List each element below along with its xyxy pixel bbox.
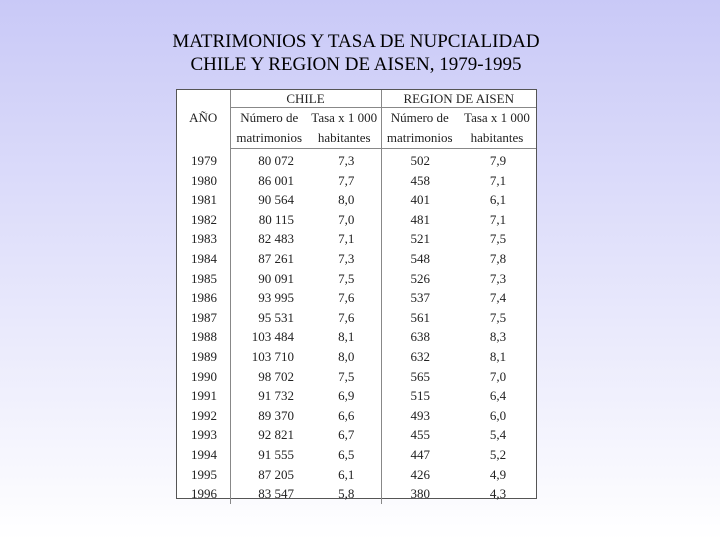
cell-chile-rate: 6,5 — [338, 446, 355, 462]
cell-year: 1981 — [191, 192, 217, 208]
cell-year: 1990 — [191, 368, 217, 384]
cell-chile-rate: 7,6 — [338, 290, 355, 306]
cell-aisen-rate: 6,1 — [489, 192, 507, 208]
header-year: AÑO — [189, 110, 218, 125]
cell-chile-marriages: 82 483 — [230, 229, 308, 249]
cell-chile-marriages: 93 995 — [230, 288, 308, 308]
table-row — [177, 406, 536, 426]
table-row — [177, 149, 536, 171]
cell-aisen-marriages: 632 — [381, 347, 458, 367]
cell-year: 1991 — [191, 388, 217, 404]
cell-chile-rate: 7,5 — [338, 270, 355, 286]
table-row — [177, 484, 536, 504]
cell-aisen-rate: 7,4 — [489, 290, 507, 306]
cell-aisen-marriages: 638 — [381, 327, 458, 347]
cell-aisen-marriages: 526 — [381, 269, 458, 289]
cell-chile-marriages: 91 555 — [230, 445, 308, 465]
cell-chile-marriages: 103 710 — [230, 347, 308, 367]
cell-aisen-rate: 7,5 — [489, 231, 507, 247]
cell-aisen-marriages: 561 — [381, 308, 458, 328]
cell-chile-rate: 6,7 — [338, 427, 355, 443]
cell-year: 1987 — [191, 309, 217, 325]
header-chile-rate-line1: Tasa x 1 000 — [311, 110, 378, 125]
header-chile-num-line2: matrimonios — [230, 128, 308, 149]
cell-aisen-rate: 4,3 — [489, 486, 507, 502]
cell-aisen-rate: 5,4 — [489, 427, 507, 443]
cell-chile-marriages: 98 702 — [230, 367, 308, 387]
cell-aisen-marriages: 426 — [381, 465, 458, 485]
cell-chile-rate: 7,7 — [338, 172, 355, 188]
cell-aisen-marriages: 515 — [381, 386, 458, 406]
cell-year: 1994 — [191, 446, 217, 462]
cell-chile-marriages: 95 531 — [230, 308, 308, 328]
table-row — [177, 249, 536, 269]
cell-chile-rate: 8,1 — [338, 329, 355, 345]
cell-chile-marriages: 87 261 — [230, 249, 308, 269]
cell-year: 1982 — [191, 211, 217, 227]
cell-aisen-rate: 7,0 — [489, 368, 507, 384]
cell-aisen-marriages: 537 — [381, 288, 458, 308]
header-aisen-rate-line2: habitantes — [458, 128, 536, 149]
cell-aisen-marriages: 380 — [381, 484, 458, 504]
cell-chile-marriages: 90 091 — [230, 269, 308, 289]
table-row — [177, 445, 536, 465]
cell-aisen-marriages: 565 — [381, 367, 458, 387]
cell-aisen-marriages: 401 — [381, 190, 458, 210]
cell-aisen-marriages: 493 — [381, 406, 458, 426]
cell-chile-marriages: 87 205 — [230, 465, 308, 485]
cell-year: 1992 — [191, 407, 217, 423]
cell-chile-rate: 5,8 — [338, 486, 355, 502]
table-row — [177, 229, 536, 249]
cell-aisen-rate: 6,0 — [489, 407, 507, 423]
table-row — [177, 425, 536, 445]
cell-aisen-rate: 5,2 — [489, 446, 507, 462]
cell-year: 1988 — [191, 329, 217, 345]
table-row — [177, 190, 536, 210]
cell-chile-rate: 7,3 — [338, 250, 355, 266]
table-row — [177, 288, 536, 308]
header-chile-rate-line2: habitantes — [308, 128, 381, 149]
table-row — [177, 465, 536, 485]
cell-chile-rate: 8,0 — [338, 348, 355, 364]
table-row — [177, 210, 536, 230]
header-aisen-rate-line1: Tasa x 1 000 — [464, 110, 530, 125]
cell-aisen-marriages: 455 — [381, 425, 458, 445]
cell-year: 1989 — [191, 348, 217, 364]
cell-chile-marriages: 80 072 — [230, 149, 308, 171]
cell-aisen-rate: 7,5 — [489, 309, 507, 325]
cell-year: 1983 — [191, 231, 217, 247]
cell-year: 1984 — [191, 250, 217, 266]
cell-chile-marriages: 103 484 — [230, 327, 308, 347]
cell-aisen-rate: 4,9 — [489, 466, 507, 482]
table-row — [177, 327, 536, 347]
cell-aisen-rate: 7,3 — [489, 270, 507, 286]
table-body — [177, 149, 536, 504]
cell-aisen-rate: 7,1 — [489, 172, 507, 188]
table-row — [177, 347, 536, 367]
cell-aisen-rate: 7,1 — [489, 211, 507, 227]
cell-year: 1996 — [191, 486, 217, 502]
cell-chile-marriages: 91 732 — [230, 386, 308, 406]
cell-aisen-marriages: 481 — [381, 210, 458, 230]
cell-chile-rate: 7,6 — [338, 309, 355, 325]
cell-chile-rate: 6,1 — [338, 466, 355, 482]
table-row — [177, 269, 536, 289]
cell-chile-rate: 6,6 — [338, 407, 355, 423]
cell-aisen-marriages: 502 — [381, 149, 458, 171]
table-row — [177, 386, 536, 406]
header-group-chile: CHILE — [230, 90, 381, 108]
header-aisen-num-line2: matrimonios — [381, 128, 458, 149]
cell-year: 1979 — [191, 152, 217, 168]
header-group-aisen: REGION DE AISEN — [381, 90, 536, 108]
cell-aisen-marriages: 521 — [381, 229, 458, 249]
page-title — [0, 30, 712, 76]
title-line-1: MATRIMONIOS Y TASA DE NUPCIALIDAD — [172, 31, 540, 52]
header-chile-num-line1: Número de — [230, 108, 308, 129]
cell-chile-rate: 6,9 — [338, 388, 355, 404]
cell-year: 1980 — [191, 172, 217, 188]
cell-chile-rate: 7,5 — [338, 368, 355, 384]
cell-chile-rate: 8,0 — [338, 192, 355, 208]
cell-aisen-rate: 8,1 — [489, 348, 507, 364]
cell-chile-marriages: 86 001 — [230, 171, 308, 191]
cell-aisen-rate: 7,9 — [489, 153, 507, 168]
cell-chile-rate: 7,1 — [338, 231, 355, 247]
marriage-rate-table — [176, 89, 537, 502]
cell-chile-marriages: 90 564 — [230, 190, 308, 210]
cell-aisen-rate: 7,8 — [489, 250, 507, 266]
table-row — [177, 367, 536, 387]
table-row — [177, 308, 536, 328]
cell-aisen-rate: 6,4 — [489, 388, 507, 404]
cell-year: 1985 — [191, 270, 217, 286]
title-line-2: CHILE Y REGION DE AISEN, 1979-1995 — [190, 54, 522, 75]
cell-aisen-marriages: 458 — [381, 171, 458, 191]
cell-chile-rate: 7,0 — [338, 211, 355, 227]
cell-chile-marriages: 83 547 — [230, 484, 308, 504]
table-row — [177, 171, 536, 191]
cell-aisen-marriages: 548 — [381, 249, 458, 269]
cell-chile-marriages: 80 115 — [230, 210, 308, 230]
data-table — [177, 90, 536, 504]
cell-chile-marriages: 92 821 — [230, 425, 308, 445]
cell-year: 1986 — [191, 290, 217, 306]
cell-chile-marriages: 89 370 — [230, 406, 308, 426]
cell-year: 1993 — [191, 427, 217, 443]
cell-chile-rate: 7,3 — [338, 153, 355, 168]
cell-aisen-rate: 8,3 — [489, 329, 507, 345]
header-aisen-num-line1: Número de — [381, 108, 458, 129]
cell-aisen-marriages: 447 — [381, 445, 458, 465]
cell-year: 1995 — [191, 466, 217, 482]
